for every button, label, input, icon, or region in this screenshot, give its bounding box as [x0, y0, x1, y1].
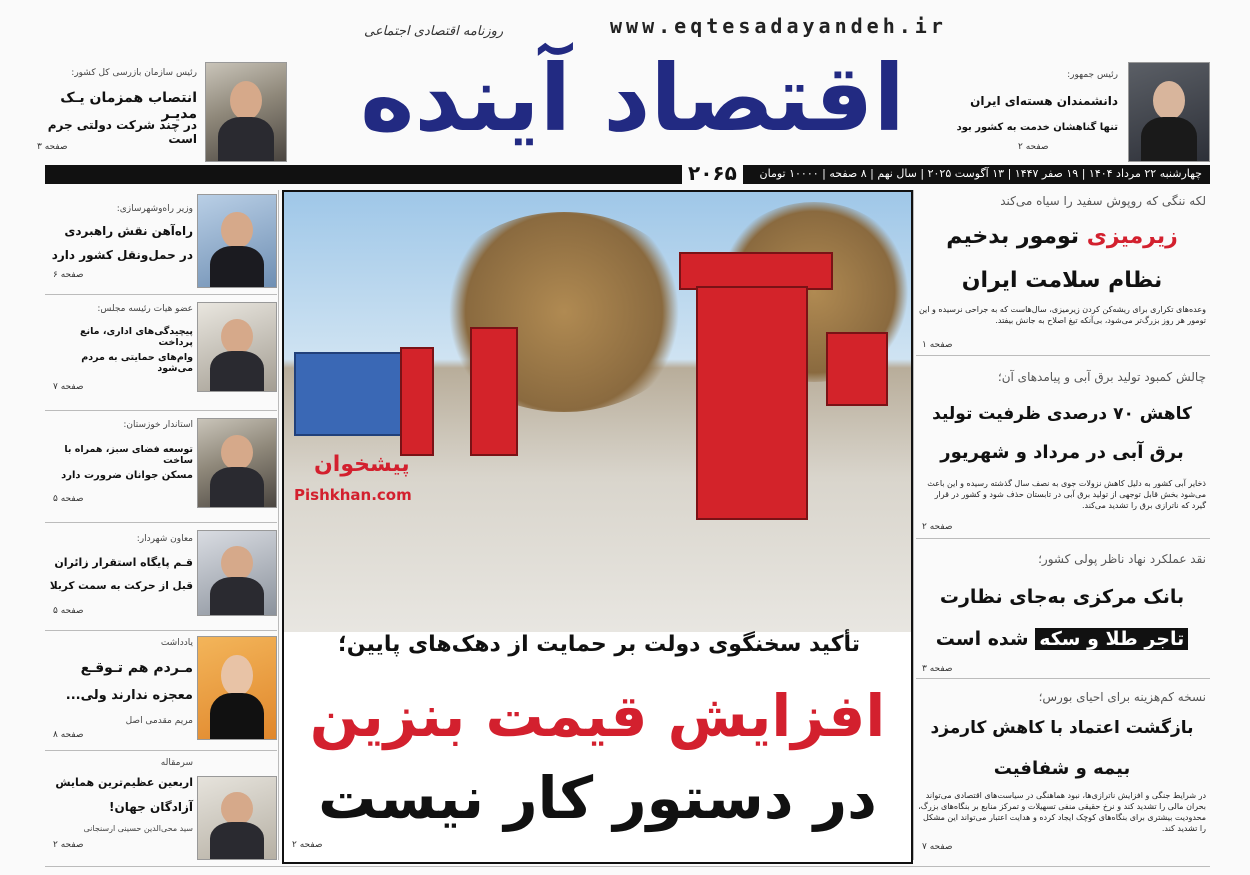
- left-item-6[interactable]: [45, 754, 277, 858]
- left-item-6-label: سرمقاله: [160, 758, 193, 768]
- right-story-4-headline-1: بازگشت اعتماد با کاهش کارمزد: [930, 718, 1194, 738]
- right-story-4[interactable]: [916, 682, 1210, 858]
- main-kicker: تأکید سخنگوی دولت بر حمایت از دهک‌های پایین؛: [337, 632, 861, 657]
- right-story-3-headline-inv: تاجر طلا و سکه: [1035, 628, 1188, 650]
- left-item-5-line2: معجزه ندارند ولی...: [65, 688, 193, 703]
- right-story-2-kicker: چالش کمبود تولید برق آبی و پیامدهای آن؛: [997, 370, 1206, 384]
- left-item-6-page: صفحه ۲: [53, 840, 84, 850]
- left-item-5-page: صفحه ۸: [53, 730, 84, 740]
- left-item-4-photo: [197, 530, 277, 616]
- date-bar: [45, 165, 1210, 184]
- right-story-3[interactable]: [916, 542, 1210, 679]
- left-item-6-photo: [197, 776, 277, 860]
- fuel-pump: [400, 347, 434, 456]
- top-right-page: صفحه ۲: [1018, 142, 1049, 152]
- left-item-5[interactable]: [45, 634, 277, 751]
- top-left-page: صفحه ۳: [37, 142, 68, 152]
- left-item-2-photo: [197, 302, 277, 392]
- left-item-1[interactable]: [45, 190, 277, 295]
- right-story-1-headline-red: زیرمیزی: [1086, 224, 1178, 249]
- issue-number: ۲۰۶۵: [682, 161, 743, 185]
- right-story-2-headline-2: برق آبی در مرداد و شهریور: [940, 442, 1184, 463]
- right-story-3-kicker: نقد عملکرد نهاد ناظر پولی کشور؛: [1038, 552, 1206, 566]
- top-right-line1: دانشمندان هسته‌ای ایران: [970, 94, 1118, 108]
- hero-photo-gas-station: [284, 192, 911, 632]
- right-story-2-headline-1: کاهش ۷۰ درصدی ظرفیت تولید: [932, 404, 1192, 424]
- right-story-1-headline-2: نظام سلامت ایران: [961, 268, 1163, 293]
- left-item-4-page: صفحه ۵: [53, 606, 84, 616]
- left-item-5-author: مریم مقدمی اصل: [125, 716, 193, 726]
- left-item-1-page: صفحه ۶: [53, 270, 84, 280]
- left-item-1-line1: راه‌آهن نقش راهبردی: [64, 224, 193, 238]
- right-story-1[interactable]: [916, 190, 1210, 356]
- left-item-6-line2: آزادگان جهان!: [109, 800, 193, 814]
- left-item-6-line1: اربعین عظیم‌ترین همایش: [55, 776, 193, 789]
- left-item-3-label: استاندار خوزستان:: [123, 420, 193, 430]
- left-item-2-line2: وام‌های حمایتی به مردم می‌شود: [81, 352, 193, 374]
- right-story-2-body: ذخایر آبی کشور به دلیل کاهش نزولات جوی به نصف سال گذشته رسیده و این باعث می‌شود بخش قابل توجهی از تولید برق آبی در تابستان حذف شود و کشور در قرار گیرد که ناترازی برق را تشدید می‌کند.: [927, 479, 1206, 510]
- right-column: [916, 190, 1210, 860]
- left-item-3-photo: [197, 418, 277, 508]
- top-left-photo: [205, 62, 287, 162]
- top-left-teaser[interactable]: [37, 62, 285, 162]
- right-story-2[interactable]: [916, 360, 1210, 539]
- left-item-2-label: عضو هیات رئیسه مجلس:: [97, 304, 193, 314]
- left-item-1-line2: در حمل‌ونقل کشور دارد: [51, 248, 193, 262]
- date-text: چهارشنبه ۲۲ مرداد ۱۴۰۴ | ۱۹ صفر ۱۴۴۷ | ۱۳ آگوست ۲۰۲۵ | سال نهم | ۸ صفحه | ۱۰۰۰۰ تومان: [759, 167, 1202, 180]
- watermark-latin: Pishkhan.com: [294, 486, 412, 504]
- left-item-1-photo: [197, 194, 277, 288]
- right-story-2-page: صفحه ۲: [922, 522, 953, 532]
- main-headline-2: در دستور کار نیست: [318, 764, 877, 832]
- right-story-3-headline-2-wrap: [918, 628, 1206, 650]
- top-right-teaser[interactable]: [928, 62, 1210, 162]
- left-item-3-line2: مسکن جوانان ضرورت دارد: [61, 470, 193, 481]
- left-item-4-line2: قبل از حرکت به سمت کربلا: [49, 580, 193, 592]
- right-column-rule: [913, 190, 914, 860]
- left-item-6-author: سید محی‌الدین حسینی ارسنجانی: [83, 824, 193, 833]
- right-story-4-headline-2: بیمه و شفافیت: [993, 758, 1131, 779]
- watermark-persian: پیشخوان: [314, 452, 410, 477]
- left-item-1-label: وزیر راه‌وشهرسازی:: [116, 204, 193, 214]
- bottom-rule: [45, 866, 1210, 867]
- main-headline-1: افزایش قیمت بنزین: [309, 682, 886, 750]
- left-item-4-line1: قـم پایگاه استقرار زائران: [54, 556, 193, 569]
- website-url[interactable]: www.eqtesadayandeh.ir: [610, 14, 947, 38]
- top-right-label: رئیس جمهور:: [1067, 70, 1118, 80]
- fuel-pump: [470, 327, 518, 456]
- newspaper-logo: اقتصاد آینده: [360, 45, 905, 152]
- newspaper-subtitle: روزنامه اقتصادی اجتماعی: [364, 24, 504, 39]
- fuel-pump: [826, 332, 888, 406]
- right-story-4-page: صفحه ۷: [922, 842, 953, 852]
- right-story-4-kicker: نسخه کم‌هزینه برای احیای بورس؛: [1038, 690, 1206, 704]
- fuel-pump: [696, 286, 808, 520]
- left-column: [45, 190, 277, 860]
- top-right-line2: تنها گناهشان خدمت به کشور بود: [956, 122, 1118, 133]
- left-item-3-line1: توسعه فضای سبز، همراه با ساخت: [64, 444, 193, 466]
- top-left-line2: در چند شرکت دولتی جرم است: [47, 118, 197, 146]
- left-item-4-label: معاون شهردار:: [136, 534, 193, 544]
- left-item-5-line1: مـردم هم تـوقـع: [80, 660, 193, 676]
- left-item-5-photo: [197, 636, 277, 740]
- left-item-5-label: یادداشت: [160, 638, 193, 648]
- left-item-3[interactable]: [45, 414, 277, 523]
- main-story[interactable]: [282, 190, 913, 864]
- left-column-rule: [278, 190, 279, 860]
- right-story-3-headline-2: شده است: [935, 628, 1029, 650]
- right-story-1-headline-1: تومور بدخیم: [946, 224, 1080, 249]
- right-story-3-page: صفحه ۳: [922, 664, 953, 674]
- right-story-3-headline-1: بانک مرکزی به‌جای نظارت: [939, 586, 1185, 608]
- left-item-2[interactable]: [45, 298, 277, 411]
- left-item-2-page: صفحه ۷: [53, 382, 84, 392]
- left-item-3-page: صفحه ۵: [53, 494, 84, 504]
- main-page-ref: صفحه ۲: [292, 840, 323, 850]
- right-story-1-body: وعده‌های تکراری برای ریشه‌کن کردن زیرمیزی، سال‌هاست که به جراحی نرسیده و این تومور هر روز بزرگ‌تر می‌شود، بی‌آنکه تیغ اصلاح به جانش بیفتد.: [918, 305, 1206, 325]
- top-right-photo: [1128, 62, 1210, 162]
- left-item-4[interactable]: [45, 526, 277, 631]
- top-left-label: رئیس سازمان بازرسی کل کشور:: [71, 68, 197, 78]
- top-left-line1: انتصاب همزمان یـک مدیـر: [60, 90, 197, 122]
- left-item-2-line1: پیچیدگی‌های اداری، مانع پرداخت: [80, 326, 193, 348]
- right-story-1-headline: [918, 224, 1206, 249]
- pump-canopy: [679, 252, 833, 290]
- right-story-1-kicker: لکه ننگی که روپوش سفید را سیاه می‌کند: [1000, 194, 1206, 208]
- right-story-1-page: صفحه ۱: [922, 340, 953, 350]
- kiosk: [294, 352, 403, 436]
- right-story-4-body: در شرایط جنگی و افزایش ناترازی‌ها، نبود هماهنگی در سیاست‌های اقتصادی می‌تواند بحران مالی را تشدید کند و نرخ حقیقی منفی تسهیلات و تمرکز منابع بر بنگاه‌های بزرگ، محدودیت بیشتری برای بنگاه‌های کوچک ایجاد کرده و هدایت اعتبار می‌تواند این مشکل را تشدید کند.: [918, 791, 1206, 833]
